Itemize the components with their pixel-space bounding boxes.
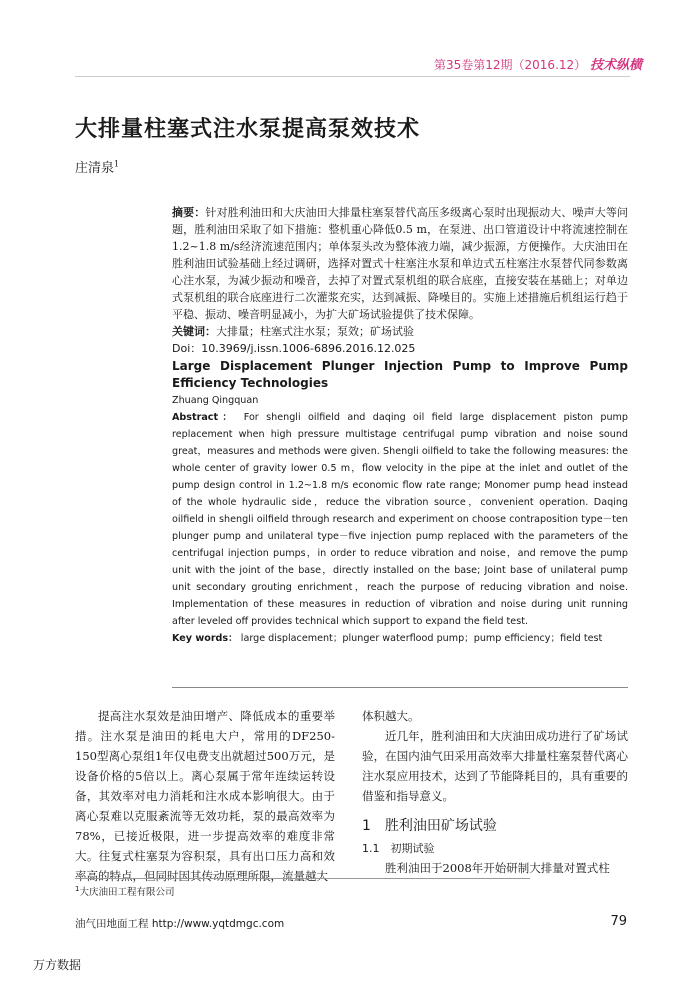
doi-line [172,340,628,357]
journal-header [434,54,642,73]
subsection-heading: 1.1 初期试验 [362,842,435,855]
author-name: 庄清泉 [75,161,115,176]
english-abstract [172,409,628,630]
footnote-mark: 1 [75,884,80,893]
english-title: Large Displacement Plunger Injection Pump to Improve Pump Efficiency Technologies [172,359,628,390]
keywords-text: 大排量；柱塞式注水泵；泵效；矿场试验 [216,325,414,338]
doi-label: Doi： [172,342,202,355]
cn-keywords [172,323,628,340]
paragraph: 胜利油田于2008年开始研制大排量对置式柱 [385,861,610,875]
author-affiliation-mark: 1 [114,159,120,169]
section-heading: 1 胜利油田矿场试验 [362,818,497,834]
abstract-label: 摘要： [172,206,206,219]
header-divider [75,76,630,77]
issue-info: 第35卷第12期（2016.12） [433,58,587,72]
english-keywords-text: large displacement；plunger waterflood pump；pump efficiency；field test [240,633,603,644]
abstract-text: 针对胜利油田和大庆油田大排量柱塞泵替代高压多级离心泵时出现振动大、噪声大等问题，胜利油田采取了如下措施：整机重心降低0.5 m，在泵进、出口管道设计中将流速控制在1.2~1.8 m/s经济流速范围内；单体泵头改为整体液力端，减少振源，方便操作。大庆油田在胜利油田试验基础上经过调研，选择对置式十柱塞注水泵和单边式五柱塞注水泵替代同参数离心注水泵，为减少振动和噪音，去掉了对置式泵机组的联合底座，直接安装在基础上；对单边式泵机组的联合底座进行二次灌浆充实，达到减振、降噪目的。实施上述措施后机组运行趋于平稳、振动、噪音明显减小，为扩大矿场试验提供了技术保障。 [172,206,628,321]
footnote-divider [75,878,530,879]
footnote [75,884,174,898]
abstract-divider [172,687,628,688]
intro-paragraph: 提高注水泵效是油田增产、降低成本的重要举措。注水泵是油田的耗电大户，常用的DF250-150型离心泵组1年仅电费支出就超过500万元，是设备价格的5倍以上。离心泵属于常年连续运转设备，其效率对电力消耗和注水成本影响很大。由于离心泵难以克服紊流等无效功耗，泵的最高效率为78%，已接近极限，进一步提高效率的难度非常大。往复式柱塞泵为容积泵，具有出口压力高和效率高的特点，但同时因其传动原理所限，流量越大 [75,709,335,883]
keywords-label: 关键词： [172,325,216,338]
cn-abstract [172,204,628,323]
english-keywords [172,630,628,647]
journal-footer: 油气田地面工程 http://www.yqtdmgc.com [75,918,285,930]
english-author: Zhuang Qingquan [172,395,259,406]
english-abstract-label: Abstract： [172,412,237,423]
body-column-left [75,706,335,886]
author [75,157,119,176]
continued-paragraph: 体积越大。 [362,709,420,723]
column-name: 技术纵横 [589,58,642,73]
english-abstract-text: For shengli oilfield and daqing oil field large displacement piston pump replacement when high pressure multistage centrifugal pump vibration and noise sound great，measures and methods were given. Shengli oilfield to take the following measures: the whole center of gravity lower 0.5 m，flow velocity in the pipe at the inlet and outlet of the pump design control in 1.2~1.8 m/s economic flow rate range; Monomer pump head instead of the whole hydraulic side，reduce the vibration source，convenient operation. Daqing oilfield in shengli oilfield through research and experiment on choose contraposition type－ten plunger pump and unilateral type－five injection pump replaced with the parameters of the centrifugal injection pumps，in order to reduce vibration and noise，and remove the pump unit with the joint of the base，directly installed on the base; Joint base of unilateral pump unit secondary grouting enrichment，reach the purpose of reducing vibration and noise. Implementation of these measures in reduction of vibration and noise during unit running after leveled off provides technical which support to expand the field test. [172,412,628,627]
body-column-right [362,706,628,878]
page-number: 79 [610,914,627,929]
english-keywords-label: Key words： [172,633,238,644]
doi-value: 10.3969/j.issn.1006-6896.2016.12.025 [201,342,416,355]
paragraph: 近几年，胜利油田和大庆油田成功进行了矿场试验，在国内油气田采用高效率大排量柱塞泵替代离心注水泵应用技术，达到了节能降耗目的，具有重要的借鉴和指导意义。 [362,729,628,803]
abstract-block [172,204,628,647]
paper-title: 大排量柱塞式注水泵提高泵效技术 [75,116,421,142]
footnote-text: 大庆油田工程有限公司 [79,887,175,898]
watermark: 万方数据 [33,958,82,972]
